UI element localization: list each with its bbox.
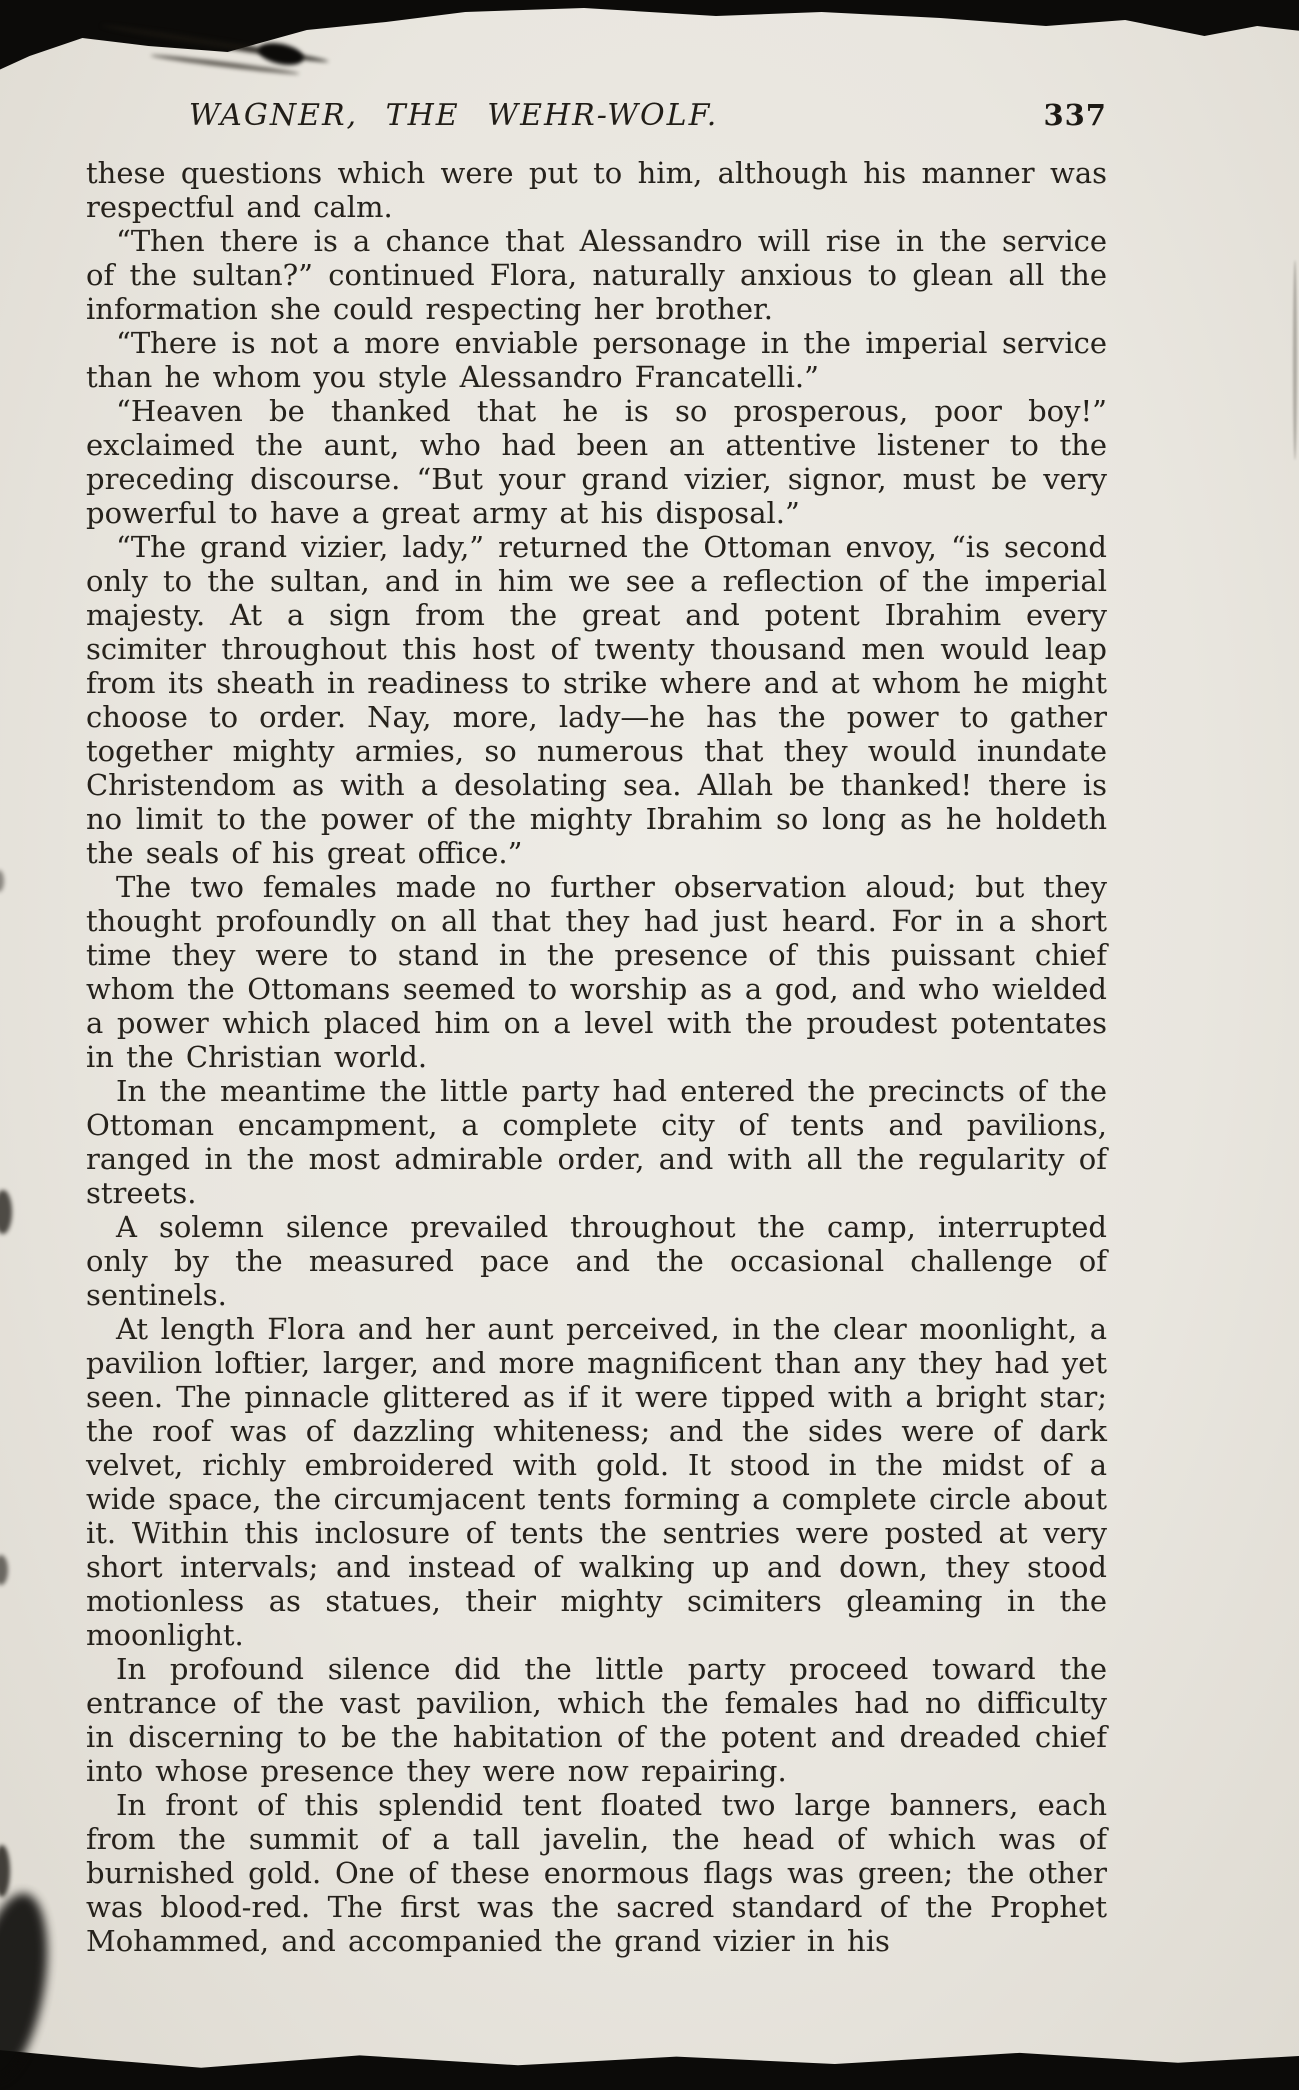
paragraph: “There is not a more enviable personage in the imperial service than he whom you style Alessandro Francatelli.” [86, 326, 1107, 394]
scan-edge-bottom [0, 2038, 1299, 2090]
paragraph: In front of this splendid tent floated two large banners, each from the summit of a tall javelin, the head of which was of burnished gold. One of these enormous flags was green; the other was blood-red. The first was the sacred standard of the Prophet Mohammed, and accompanied the grand vizier in his [86, 1788, 1107, 1958]
paragraph: At length Flora and her aunt perceived, in the clear moonlight, a pavilion loftier, larger, and more magnificent than any they had yet seen. The pinnacle glittered as if it were tipped with a bright star; the roof was of dazzling whiteness; and the sides were of dark velvet, richly embroidered with gold. It stood in the midst of a wide space, the circumjacent tents forming a complete circle about it. Within this inclosure of tents the sentries were posted at very short intervals; and instead of walking up and down, they stood motionless as statues, their mighty scimiters gleaming in the moonlight. [86, 1312, 1107, 1652]
paragraph: “Heaven be thanked that he is so prosperous, poor boy!” exclaimed the aunt, who had been an attentive listener to the preceding discourse. “But your grand vizier, signor, must be very powerful to have a great army at his disposal.” [86, 394, 1107, 530]
paragraph: In profound silence did the little party proceed toward the entrance of the vast pavilion, which the females had no difficulty in discerning to be the habitation of the potent and dreaded chief into whose presence they were now repairing. [86, 1652, 1107, 1788]
paragraph: A solemn silence prevailed throughout the camp, interrupted only by the measured pace and the occasional challenge of sentinels. [86, 1210, 1107, 1312]
paragraph: In the meantime the little party had entered the precincts of the Ottoman encampment, a complete city of tents and pavilions, ranged in the most admirable order, and with all the regularity of streets. [86, 1074, 1107, 1210]
running-head-title: WAGNER, THE WEHR-WOLF. [188, 98, 719, 133]
paragraph: “Then there is a chance that Alessandro will rise in the service of the sultan?” continued Flora, naturally anxious to glean all the information she could respecting her brother. [86, 224, 1107, 326]
scan-mark [1293, 260, 1297, 460]
page-body [86, 156, 1107, 1958]
running-head [86, 98, 1107, 142]
paragraph: “The grand vizier, lady,” returned the Ottoman envoy, “is second only to the sultan, and in him we see a reflection of the imperial majesty. At a sign from the great and potent Ibrahim every scimiter throughout this host of twenty thousand men would leap from its sheath in readiness to strike where and at whom he might choose to order. Nay, more, lady—he has the power to gather together mighty armies, so numerous that they would inundate Christendom as with a desolating sea. Allah be thanked! there is no limit to the power of the mighty Ibrahim so long as he holdeth the seals of his great office.” [86, 530, 1107, 870]
page-number: 337 [1043, 98, 1107, 132]
paragraph: these questions which were put to him, although his manner was respectful and calm. [86, 156, 1107, 224]
paragraph: The two females made no further observation aloud; but they thought profoundly on all that they had just heard. For in a short time they were to stand in the presence of this puissant chief whom the Ottomans seemed to worship as a god, and who wielded a power which placed him on a level with the proudest potentates in the Christian world. [86, 870, 1107, 1074]
